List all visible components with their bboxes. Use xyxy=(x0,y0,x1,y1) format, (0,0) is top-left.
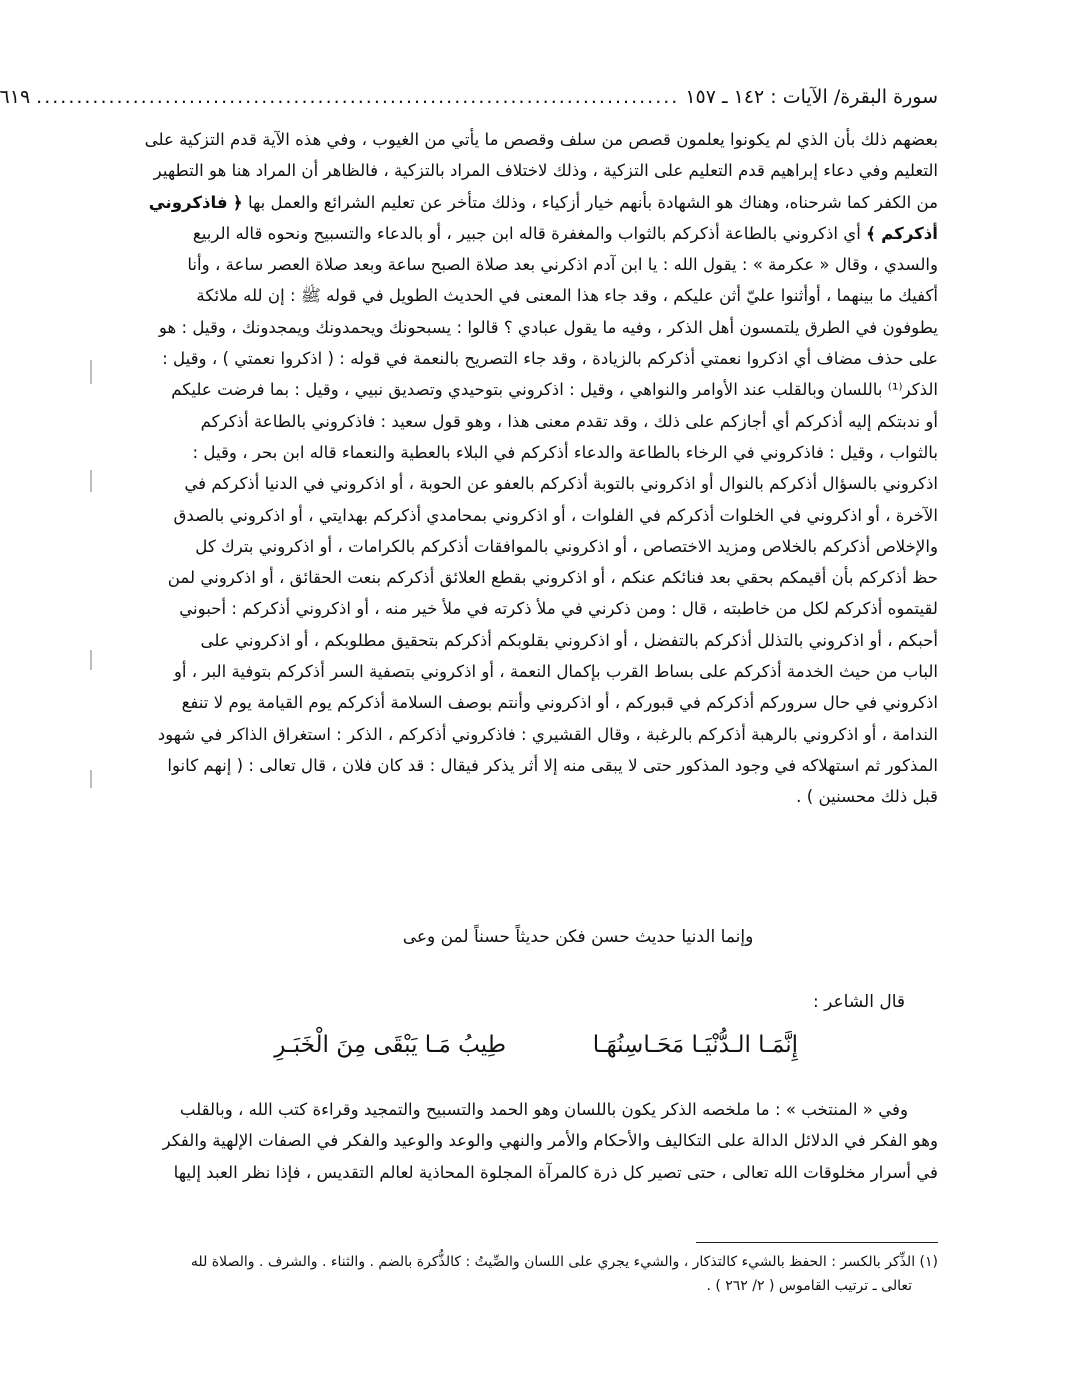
text-line: المذكور ثم استهلاكه في وجود المذكور حتى لا يبقى منه إلا أثر يذكر فيقال : قد كان فلان ، قال تعالى : ( إنهم كانوا xyxy=(167,755,938,775)
quoted-saying: وإنما الدنيا حديث حسن فكن حديثاً حسناً لمن وعى xyxy=(402,927,754,947)
text-line: اذكروني في حال سروركم أذكركم في قبوركم ، أو اذكروني وأنتم بوصف السلامة أذكركم يوم القيامة يوم لا تنفع xyxy=(181,693,938,713)
verse-hemistich-second: طِيبُ مَـا يَبْقَى مِنَ الْخَبَـرِ xyxy=(274,1032,506,1058)
text-line: بالثواب ، وقيل : فاذكروني في الرخاء بالطاعة والدعاء أذكركم في البلاء بالعطية والنعماء قاله ابن بحر ، وقيل : xyxy=(192,442,938,462)
text-line: التعليم وفي دعاء إبراهيم قدم التعليم على التزكية ، وذلك لاختلاف المراد بالتزكية ، فالظاهر أن المراد هنا هو التطهير xyxy=(153,161,938,181)
text-line xyxy=(148,187,938,218)
text-line: الآخرة ، أو اذكروني في الخلوات أذكركم في الفلوات ، أو اذكروني بمحامدي أذكركم بهدايتي ، أو اذكروني بالصدق xyxy=(173,505,938,525)
text-line: وهو الفكر في الدلائل الدالة على التكاليف والأحكام والأمر والنهي والوعد والوعيد والفكر في الصفات الإلهية والفكر xyxy=(162,1131,938,1151)
poetry-verse xyxy=(218,1032,938,1072)
text-line: اذكروني بالسؤال أذكركم بالنوال أو اذكروني بالتوبة أذكركم بالعفو عن الحوبة ، أو اذكروني في الدنيا أذكركم في xyxy=(184,474,938,494)
footnote-line: (١) الذِّكر بالكسر : الحفظ بالشيء كالتذكار ، والشيء يجري على اللسان والصِّيتُ : كالذُّكرة بالضم . والثناء . والشرف . والصلاة لله xyxy=(190,1254,938,1270)
poet-intro: قال الشاعر : xyxy=(813,992,905,1012)
running-header xyxy=(0,82,938,112)
scan-edge-mark xyxy=(90,770,92,788)
text-line: أحبكم ، أو اذكروني بالتذلل أذكركم بالتفضل ، أو اذكروني بقلوبكم أذكركم بتحقيق مطلوبكم ، أو اذكروني على xyxy=(200,630,938,650)
text-line: لقيتموه أذكركم لكل من خاطبته ، قال : ومن ذكرني في ملأ ذكرته في ملأ خير منه ، أو اذكروني أذكركم : أحبوني xyxy=(179,599,938,619)
text-line: الذكر⁽¹⁾ باللسان وبالقلب عند الأوامر والنواهي ، وقيل : اذكروني بتوحيدي وتصديق نبيي ، وقيل : بما فرضت عليكم xyxy=(171,380,938,400)
text-line: بعضهم ذلك بأن الذي لم يكونوا يعلمون قصص من سلف وقصص ما يأتي من الغيوب ، وفي هذه الآية قدم التزكية على xyxy=(144,130,938,149)
text-line: يطوفون في الطرق يلتمسون أهل الذكر ، وفيه ما يقول عبادي ؟ قالوا : يسبحونك ويحمدونك ويمجدونك ، وقيل : هو xyxy=(158,317,938,337)
continuation-text-block xyxy=(162,1094,938,1188)
header-leader-dots: ................................................................................ xyxy=(36,86,680,108)
text-line: حظ أذكركم بأن أقيمكم بحقي بعد فنائكم عنكم ، أو اذكروني بقطع العلائق أذكركم بنعت الحقائق ، أو اذكروني لمن xyxy=(167,568,938,588)
text-line: أو ندبتكم إليه أذكركم أي أجازكم على ذلك ، وقد تقدم معنى هذا ، وهو قول سعيد : فاذكروني بالطاعة أذكركم xyxy=(200,411,938,431)
text-line: الندامة ، أو اذكروني بالرهبة أذكركم بالرغبة ، وقال القشيري : فاذكروني أذكركم ، الذكر : استغراق الذاكر في شهود xyxy=(157,724,938,744)
text-line-segment: أي اذكروني بالطاعة أذكركم بالثواب والمغفرة قاله ابن جبير ، أو بالدعاء والتسبيح ونحوه قاله الربيع xyxy=(192,223,861,243)
quran-quote: فاذكروني xyxy=(148,192,228,212)
footnote xyxy=(190,1250,938,1298)
scan-edge-mark xyxy=(90,360,92,384)
header-title: سورة البقرة/ الآيات : ١٤٢ ـ ١٥٧ xyxy=(685,86,938,108)
text-line: وفي « المنتخب » : ما ملخصه الذكر يكون باللسان وهو الحمد والتسبيح والتمجيد وقراءة كتب الله ، وبالقلب xyxy=(179,1100,908,1119)
text-line xyxy=(192,218,938,249)
text-line: على حذف مضاف أي اذكروا نعمتي أذكركم بالزيادة ، وقد جاء التصريح بالنعمة في قوله : ( اذكروا نعمتي ) ، وقيل : xyxy=(162,349,938,369)
page-number: ٦١٩ xyxy=(0,86,31,108)
footnote-divider xyxy=(696,1242,938,1243)
text-line: في أسرار مخلوقات الله تعالى ، حتى تصير كل ذرة كالمرآة المجلوة المحاذية لعالم التقديس ، فإذا نظر العبد إليها xyxy=(173,1162,938,1182)
footnote-line: تعالى ـ ترتيب القاموس ( ٢/ ٢٦٢ ) . xyxy=(706,1278,912,1294)
text-line: والإخلاص أذكركم بالخلاص ومزيد الاختصاص ، أو اذكروني بالموافقات أذكركم بالكرامات ، أو اذكروني بترك كل xyxy=(195,536,938,556)
text-line: الباب من حيث الخدمة أذكركم على بساط القرب بإكمال النعمة ، أو اذكروني بتصفية السر أذكركم بتوفية البر ، أو xyxy=(173,662,938,682)
quran-quote: أذكركم xyxy=(881,223,938,243)
text-line: قبل ذلك محسنين ) . xyxy=(796,787,938,807)
text-line: أكفيك ما بينهما ، أوأثنوا عليّ أثن عليكم ، وقد جاء هذا المعنى في الحديث الطويل في قوله ﷺ : إن لله ملائكة xyxy=(196,286,938,306)
text-line: والسدي ، وقال « عكرمة » : يقول الله : يا ابن آدم اذكرني بعد صلاة الصبح ساعة وبعد صلاة العصر ساعة ، وأنا xyxy=(187,255,938,275)
quran-brace-close: ﴾ xyxy=(866,223,876,243)
main-text-block xyxy=(144,124,938,813)
scan-edge-mark xyxy=(90,650,92,670)
text-line-segment: من الكفر كما شرحناه، وهناك هو الشهادة بأنهم خيار أزكياء ، وذلك متأخر عن تعليم الشرائع والعمل بها xyxy=(247,192,938,212)
verse-hemistich-first: إِنَّمَـا الـدُّنْيَـا مَحَـاسِنُهَـا xyxy=(592,1032,798,1058)
scan-edge-mark xyxy=(90,470,92,492)
quran-brace-open: ﴿ xyxy=(232,192,243,212)
